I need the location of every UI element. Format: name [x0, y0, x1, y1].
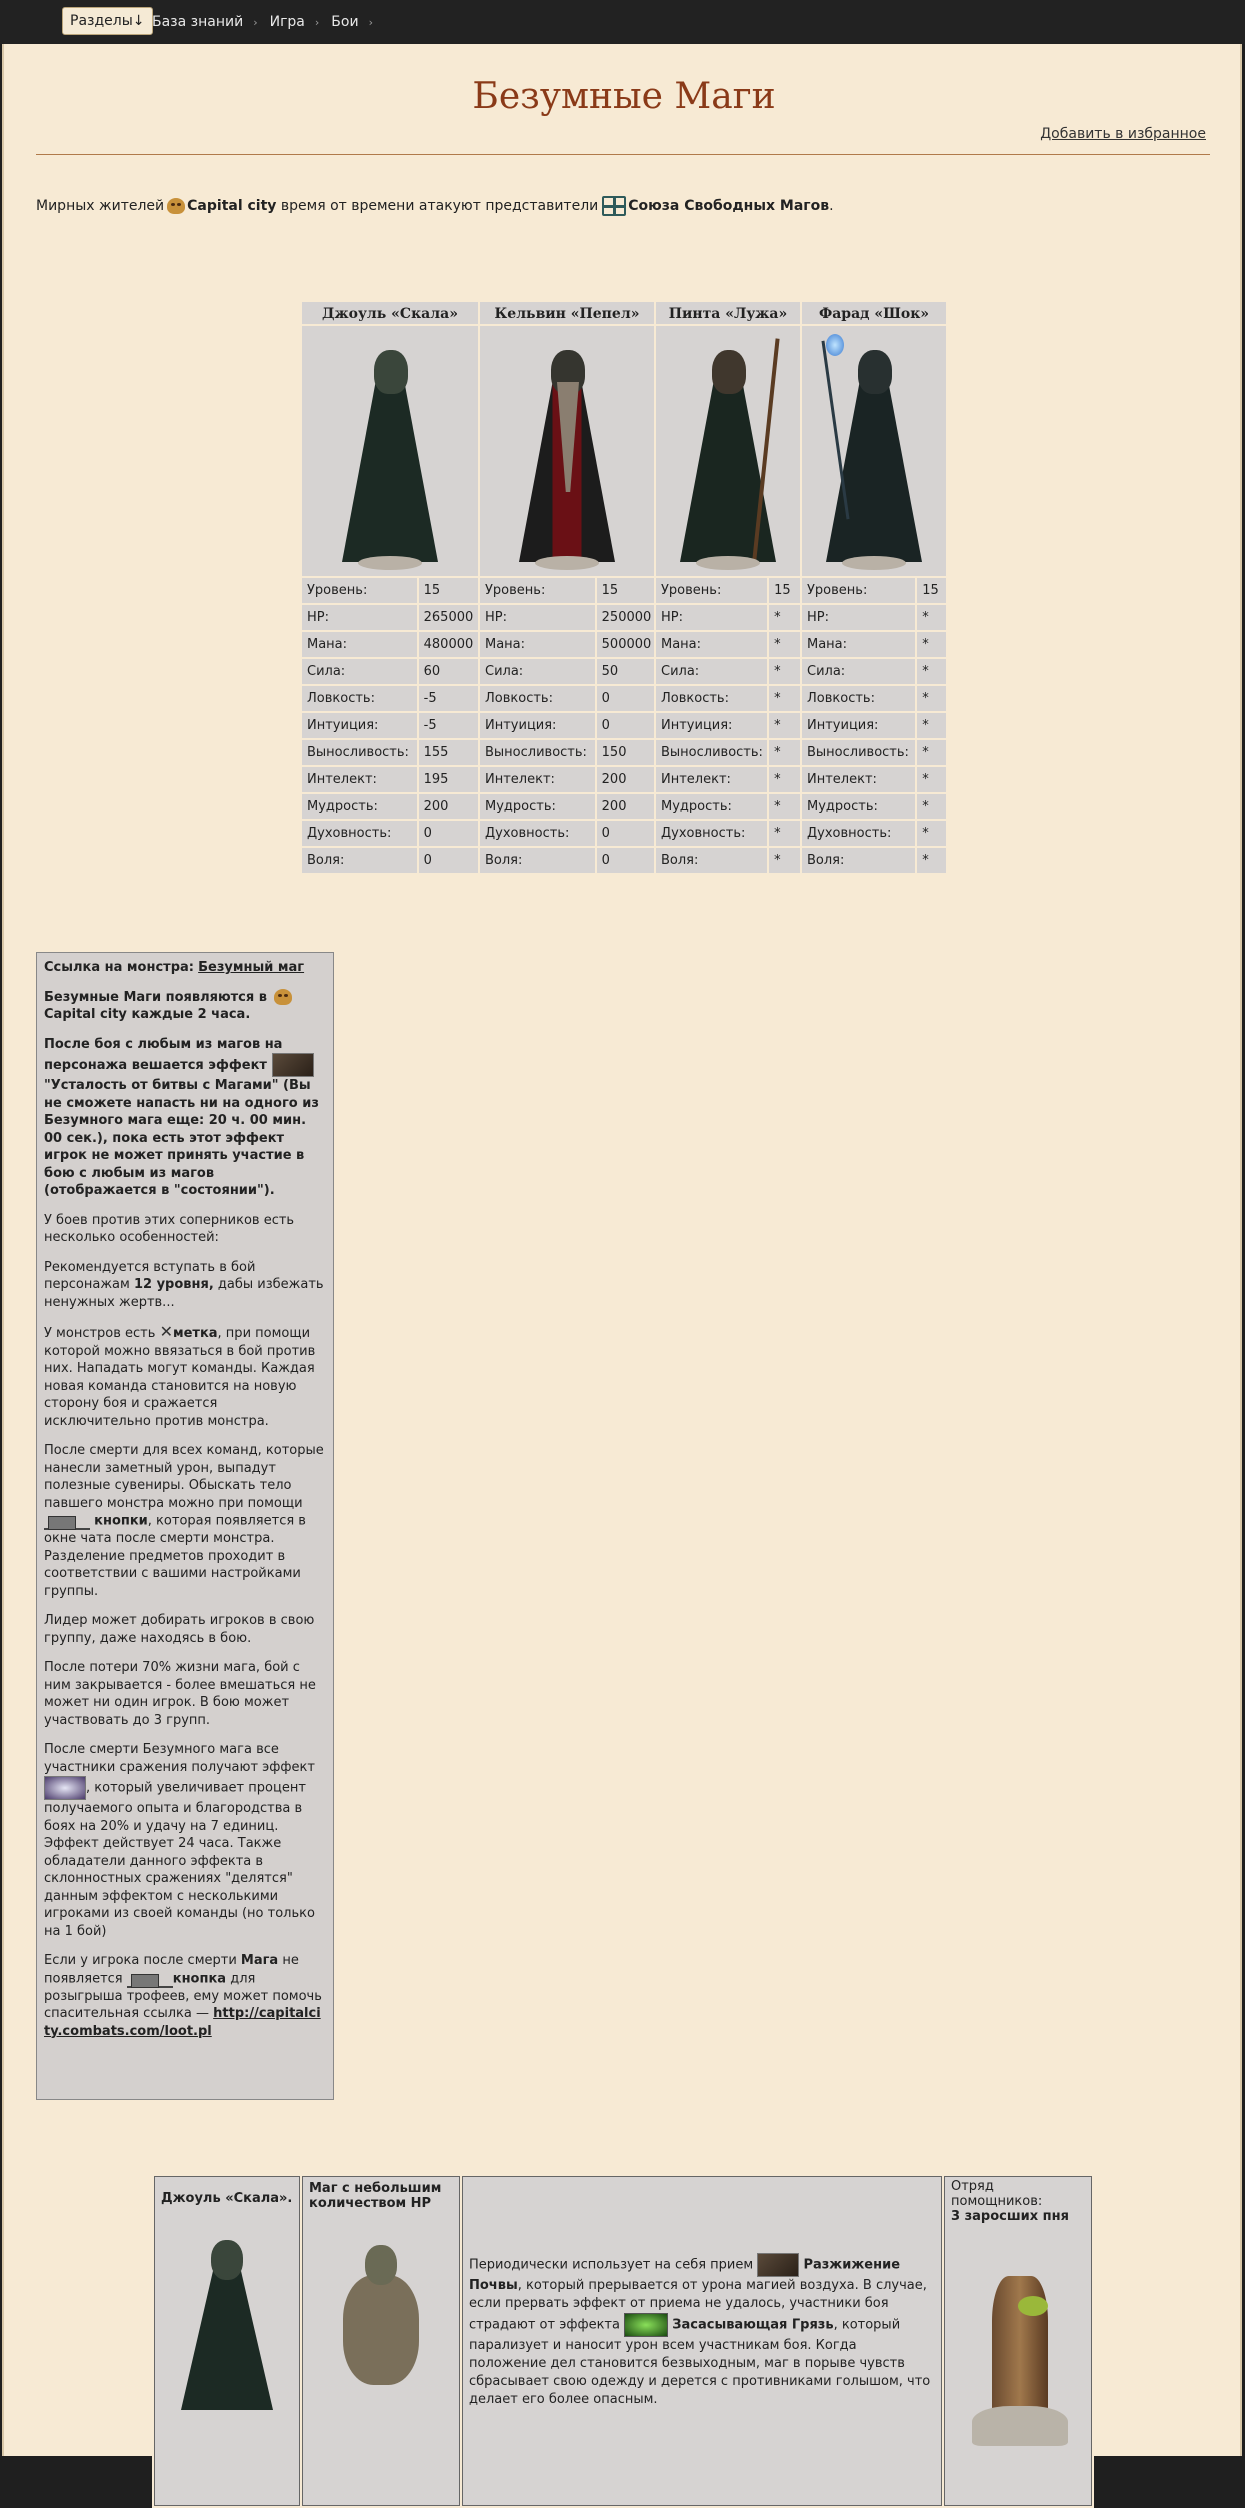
effect-text: После боя с любым из магов на персонажа вешается эффект — [44, 1036, 283, 1073]
detail-joule-title: Джоуль «Скала». — [161, 2191, 293, 2206]
stat-value: * — [917, 659, 946, 684]
level-text: Рекомендуется вступать в бой персонажам — [44, 1259, 256, 1292]
stat-label: Интуиция: — [302, 713, 417, 738]
mage-joule-figure — [330, 334, 450, 572]
mark-text-end: , при помощи которой можно ввязаться в бой против них. Нападать могут команды. Каждая новая команда становится на новую сторону боя и сражается исключительно против монстра. — [44, 1326, 316, 1429]
hp-loss-text: После потери 70% жизни мага, бой с ним закрывается - более вмешаться не может ни один игрок. В бою может участвовать до 3 групп. — [44, 1660, 316, 1728]
mage-pinta-figure — [668, 334, 788, 572]
intro-prefix: Мирных жителей — [36, 198, 165, 214]
mage-name: Кельвин «Пепел» — [480, 302, 654, 324]
stat-label: HP: — [302, 605, 417, 630]
nobutton-text-3: для розыгрыша трофеев, ему может помочь спасительная ссылка — — [44, 1971, 322, 2021]
monster-link-label: Ссылка на монстра: — [44, 960, 194, 975]
article-page — [2, 44, 1242, 2456]
stat-value: 60 — [419, 659, 478, 684]
stat-value: 250000 — [597, 605, 654, 630]
intro-middle: время от времени атакуют представители — [280, 198, 599, 214]
city-mask-icon — [167, 198, 185, 214]
detail-joule-cell — [154, 2176, 300, 2506]
stat-row — [302, 794, 946, 819]
stat-row — [302, 578, 946, 603]
mage-detail-table — [152, 2174, 1094, 2508]
mage-name: Фарад «Шок» — [802, 302, 946, 324]
stat-value: * — [769, 848, 800, 873]
nobutton-text: Если у игрока после смерти — [44, 1953, 237, 1968]
stat-value: * — [917, 848, 946, 873]
stat-label: Выносливость: — [302, 740, 417, 765]
loot-url-link[interactable]: http://capitalcity.combats.com/loot.pl — [44, 2006, 321, 2039]
stat-label: Интуиция: — [480, 713, 595, 738]
stat-label: Духовность: — [480, 821, 595, 846]
stat-label: Сила: — [802, 659, 915, 684]
stat-value: * — [769, 740, 800, 765]
stat-value: 0 — [597, 821, 654, 846]
helpers-label: Отряд помощников: — [951, 2179, 1043, 2209]
stat-label: Интелект: — [302, 767, 417, 792]
stat-value: -5 — [419, 713, 478, 738]
loot-text-end: , которая появляется в окне чата после смерти монстра. Разделение предметов проходит в соответствии с вашими настройками группы. — [44, 1513, 306, 1599]
intro-suffix: . — [829, 198, 834, 214]
level-value: 12 уровня, — [133, 1277, 214, 1292]
appear-city: Capital city — [44, 1007, 127, 1022]
stat-label: Воля: — [480, 848, 595, 873]
stat-value: 0 — [419, 848, 478, 873]
stat-row — [302, 848, 946, 873]
stat-label: Выносливость: — [480, 740, 595, 765]
stat-label: Воля: — [302, 848, 417, 873]
stat-value: * — [917, 794, 946, 819]
overgrown-stump-figure — [958, 2256, 1078, 2446]
stat-value: * — [917, 686, 946, 711]
stat-value: 200 — [597, 794, 654, 819]
stat-value: 0 — [597, 686, 654, 711]
stat-label: Мудрость: — [656, 794, 767, 819]
stat-row — [302, 740, 946, 765]
nobutton-word: кнопка — [172, 1971, 227, 1986]
loot-button-icon — [127, 1970, 173, 1988]
stat-row — [302, 767, 946, 792]
stat-value: * — [917, 740, 946, 765]
stat-value: 0 — [597, 848, 654, 873]
stat-label: Интелект: — [480, 767, 595, 792]
stat-label: Ловкость: — [802, 686, 915, 711]
stat-value: 15 — [917, 578, 946, 603]
breadcrumb-knowledge-base[interactable]: База знаний — [152, 14, 244, 30]
stat-row — [302, 605, 946, 630]
death-text: После смерти Безумного мага все участники сражения получают эффект — [44, 1742, 315, 1775]
level-text-end: дабы избежать ненужных жертв... — [44, 1277, 324, 1310]
stat-row — [302, 713, 946, 738]
stat-value: 265000 — [419, 605, 478, 630]
stat-value: * — [769, 794, 800, 819]
breadcrumb — [152, 14, 379, 30]
mage-portrait — [656, 326, 800, 576]
stat-label: Уровень: — [656, 578, 767, 603]
stat-value: 15 — [597, 578, 654, 603]
detail-text: Периодически использует на себя прием — [469, 2257, 754, 2273]
page-title: Безумные Маги — [472, 76, 776, 117]
chevron-right-icon: › — [253, 15, 258, 29]
stat-value: * — [769, 659, 800, 684]
stat-label: Мудрость: — [802, 794, 915, 819]
stat-label: Духовность: — [656, 821, 767, 846]
stat-label: Интуиция: — [656, 713, 767, 738]
stat-value: * — [917, 713, 946, 738]
detail-naked-title: Маг с небольшим количеством HP — [309, 2181, 442, 2211]
stat-label: Мудрость: — [480, 794, 595, 819]
stat-value: 195 — [419, 767, 478, 792]
stat-label: Мудрость: — [302, 794, 417, 819]
mage-portrait — [302, 326, 478, 576]
stat-value: 15 — [769, 578, 800, 603]
nobutton-mage: Мага — [240, 1953, 279, 1968]
mage-joule-figure — [167, 2230, 287, 2420]
mage-name: Пинта «Лужа» — [656, 302, 800, 324]
stat-label: Интелект: — [802, 767, 915, 792]
mage-stats-table — [300, 300, 948, 875]
stat-label: Мана: — [480, 632, 595, 657]
stat-label: HP: — [656, 605, 767, 630]
bonus-effect-icon — [44, 1776, 86, 1800]
stat-label: Духовность: — [302, 821, 417, 846]
mage-name: Джоуль «Скала» — [302, 302, 478, 324]
stat-label: Воля: — [656, 848, 767, 873]
top-navigation-bar — [0, 0, 1245, 44]
stat-row — [302, 659, 946, 684]
detail-helpers-cell — [944, 2176, 1092, 2506]
intro-city: Capital city — [187, 198, 277, 214]
chevron-right-icon: › — [314, 15, 320, 29]
stat-label: Интуиция: — [802, 713, 915, 738]
mage-portrait — [802, 326, 946, 576]
stat-value: * — [769, 767, 800, 792]
fatigue-effect-icon — [272, 1053, 314, 1077]
stat-label: Выносливость: — [802, 740, 915, 765]
stat-value: * — [769, 821, 800, 846]
stat-row — [302, 686, 946, 711]
monster-link[interactable]: Безумный маг — [198, 960, 305, 975]
stat-value: * — [769, 713, 800, 738]
stat-value: 0 — [419, 821, 478, 846]
stat-label: Сила: — [480, 659, 595, 684]
detail-text-3: , который парализует и наносит урон всем участникам боя. Когда положение дел становится безвыходным, маг в порыве чувств сбрасывает свою одежду и дерется с противниками голышом, что делает его более опасным. — [469, 2317, 931, 2407]
stat-label: Уровень: — [802, 578, 915, 603]
stat-value: * — [769, 632, 800, 657]
detail-text-2: , который прерывается от урона магией воздуха. В случае, если прервать эффект от приема не удалось, участники боя страдают от эффекта — [469, 2278, 927, 2333]
chevron-right-icon: › — [368, 15, 373, 29]
stat-value: * — [769, 686, 800, 711]
stat-label: Уровень: — [302, 578, 417, 603]
mark-text: У монстров есть — [44, 1326, 156, 1341]
stat-value: 480000 — [419, 632, 478, 657]
death-text-end: , который увеличивает процент получаемого опыта и благородства в боях на 20% и удачу на 7 единиц. Эффект действует 24 часа. Также обладатели данного эффекта в склонностных сражениях "делятся" данным эффектом с несколькими игроками из своей команды (но только на 1 бой) — [44, 1780, 315, 1939]
stat-value: -5 — [419, 686, 478, 711]
stat-value: 200 — [597, 767, 654, 792]
stat-label: Выносливость: — [656, 740, 767, 765]
stat-label: Сила: — [302, 659, 417, 684]
nobutton-text-2: не появляется — [44, 1953, 299, 1986]
stat-label: Воля: — [802, 848, 915, 873]
stat-value: * — [917, 632, 946, 657]
stat-label: Мана: — [802, 632, 915, 657]
stat-value: * — [917, 821, 946, 846]
mark-word: метка — [172, 1326, 218, 1341]
stat-value: 150 — [597, 740, 654, 765]
appear-text: Безумные Маги появляются в — [44, 989, 267, 1005]
leader-text: Лидер может добирать игроков в свою группу, даже находясь в бою. — [44, 1613, 315, 1646]
stat-label: Мана: — [302, 632, 417, 657]
stat-value: 15 — [419, 578, 478, 603]
breadcrumb-game[interactable]: Игра — [269, 14, 305, 30]
stat-label: Ловкость: — [302, 686, 417, 711]
add-to-favorites-link[interactable]: Добавить в избранное — [1040, 126, 1206, 142]
mage-naked-figure — [321, 2235, 441, 2425]
crossed-swords-icon: ✕ — [159, 1322, 173, 1341]
helpers-title: 3 заросших пня — [951, 2209, 1069, 2224]
stat-label: Духовность: — [802, 821, 915, 846]
city-mask-icon — [274, 989, 292, 1005]
clan-emblem-icon — [602, 196, 626, 216]
intro-clan: Союза Свободных Магов — [628, 198, 830, 214]
mage-portrait — [480, 326, 654, 576]
stat-value: * — [917, 605, 946, 630]
stat-label: Ловкость: — [656, 686, 767, 711]
title-divider — [36, 154, 1210, 155]
mage-farad-figure — [814, 334, 934, 572]
stat-value: 500000 — [597, 632, 654, 657]
stat-value: 50 — [597, 659, 654, 684]
stat-label: HP: — [480, 605, 595, 630]
detail-effect-name: Засасывающая Грязь — [672, 2317, 834, 2333]
mage-kelvin-figure — [507, 334, 627, 572]
detail-naked-cell — [302, 2176, 460, 2506]
stat-label: Сила: — [656, 659, 767, 684]
stat-value: * — [769, 605, 800, 630]
stat-label: Ловкость: — [480, 686, 595, 711]
stat-value: 200 — [419, 794, 478, 819]
stat-label: Интелект: — [656, 767, 767, 792]
sections-menu-button[interactable]: Разделы↓ — [62, 7, 153, 35]
stat-row — [302, 632, 946, 657]
detail-description-cell — [462, 2176, 942, 2506]
stat-row — [302, 821, 946, 846]
appear-interval: каждые 2 часа. — [131, 1007, 251, 1022]
sucking-mud-effect-icon — [624, 2313, 668, 2337]
loot-button-icon — [44, 1512, 90, 1530]
effect-description: "Усталость от битвы с Магами" (Вы не сможете напасть ни на одного из Безумного мага еще: 20 ч. 00 мин. 00 сек.), пока есть этот эффект игрок не может принять участие в бою с любым из магов (отображается в "состоянии"). — [44, 1078, 319, 1198]
intro-text — [36, 196, 834, 216]
stat-label: HP: — [802, 605, 915, 630]
stat-label: Мана: — [656, 632, 767, 657]
loot-text: После смерти для всех команд, которые нанесли заметный урон, выпадут полезные сувениры. Обыскать тело павшего монстра можно при помощи — [44, 1443, 324, 1511]
stat-label: Уровень: — [480, 578, 595, 603]
monster-info-box — [36, 952, 334, 2100]
soil-liquefaction-skill-icon — [757, 2253, 799, 2277]
detail-skill-name: Разжижение Почвы — [469, 2257, 901, 2293]
stat-value: * — [917, 767, 946, 792]
stat-value: 155 — [419, 740, 478, 765]
stat-rows — [302, 578, 946, 873]
breadcrumb-fights[interactable]: Бои — [331, 14, 359, 30]
features-text: У боев против этих соперников есть несколько особенностей: — [44, 1212, 295, 1245]
stat-value: 0 — [597, 713, 654, 738]
loot-word: кнопки — [94, 1513, 148, 1529]
